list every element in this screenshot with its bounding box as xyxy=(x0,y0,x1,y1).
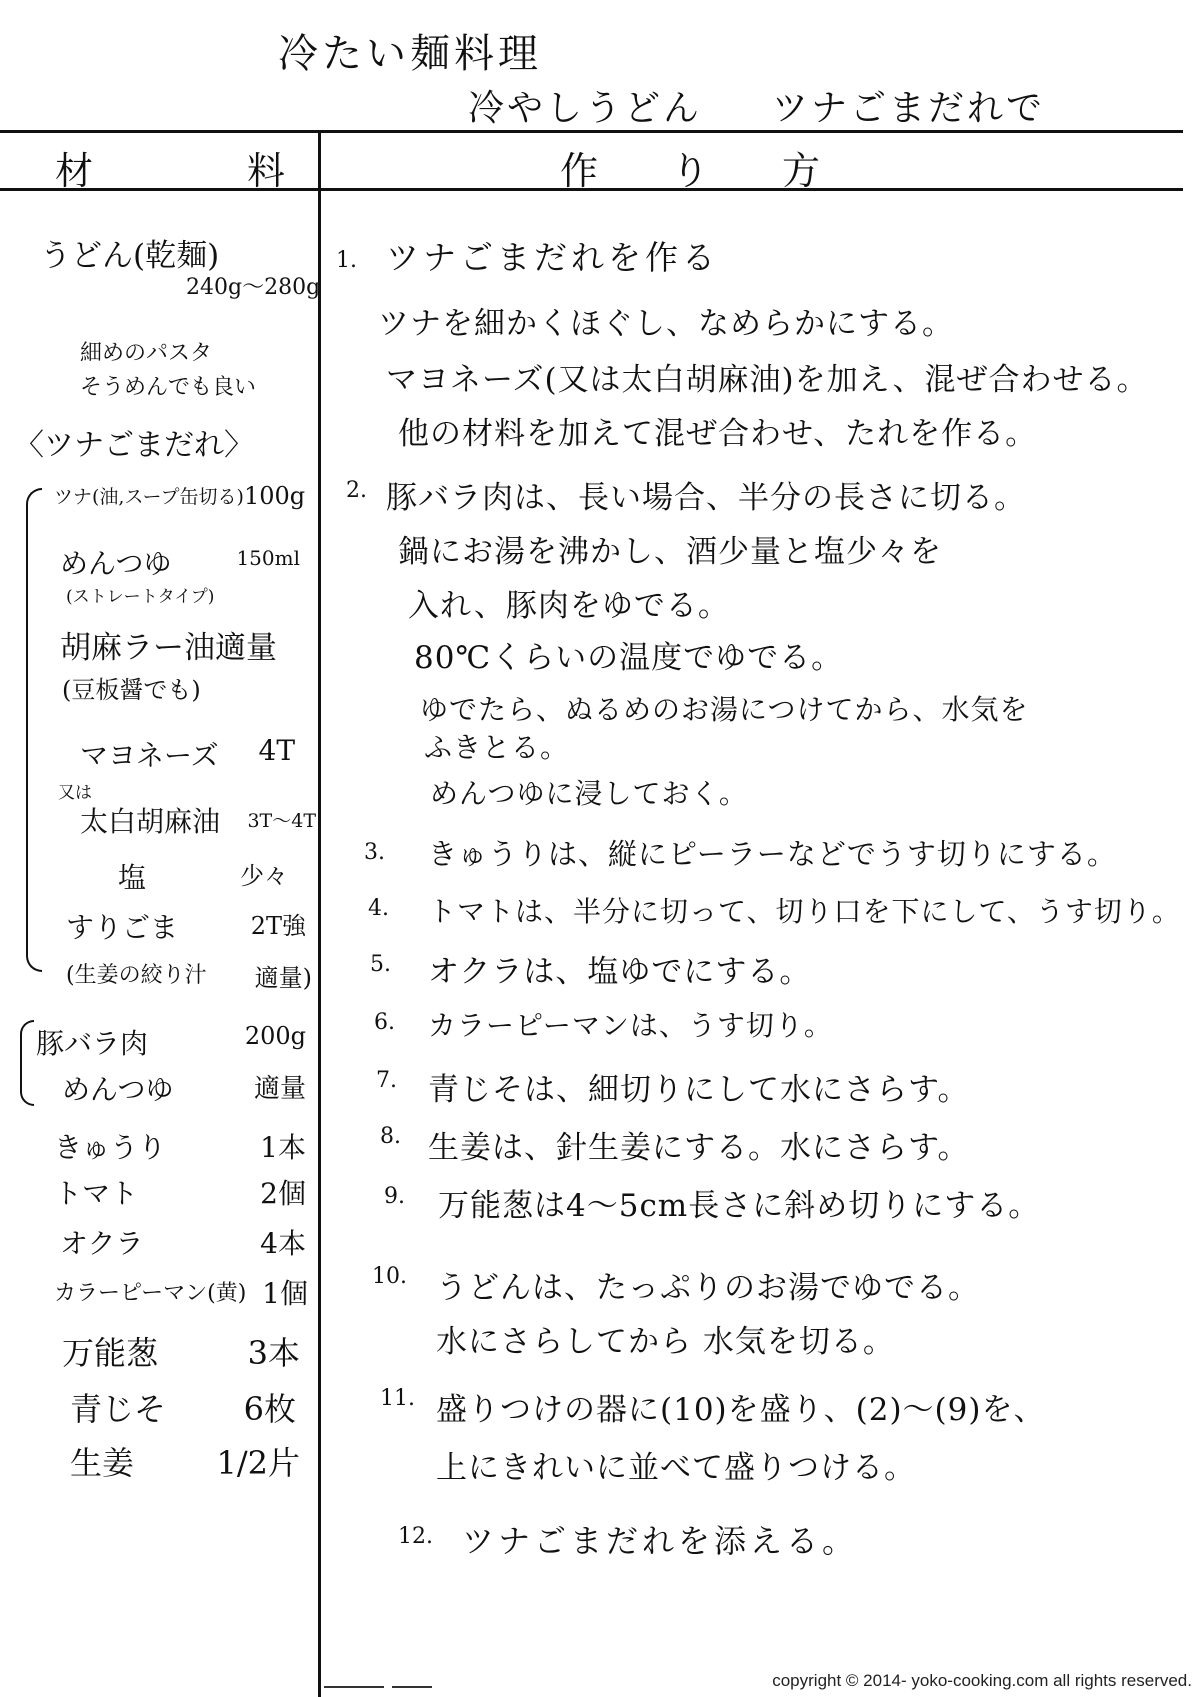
ingredient-label: 太白胡麻油 xyxy=(80,805,221,838)
ingredient-qty: 3本 xyxy=(247,1334,300,1372)
ingredient-pepper xyxy=(54,1272,308,1312)
step-number: 7. xyxy=(376,1068,397,1093)
ingredient-label: オクラ xyxy=(60,1227,144,1260)
ingredient-cucumber xyxy=(54,1126,306,1166)
ingredient-qty: 4T xyxy=(258,734,295,767)
ingredient-mentsuyu xyxy=(60,542,300,582)
step-4: トマトは、半分に切って、切り口を下にして、うす切り。 xyxy=(428,895,1181,928)
footer-dash xyxy=(324,1686,384,1688)
step-number: 4. xyxy=(368,896,389,921)
ingredient-label: 塩 xyxy=(118,861,147,894)
ingredient-qty: 6枚 xyxy=(243,1390,296,1428)
page-title: 冷たい麺料理 xyxy=(278,31,542,77)
ingredient-okra xyxy=(60,1222,306,1262)
ingredient-label: (生姜の絞り汁 xyxy=(66,963,207,988)
ingredient-salt xyxy=(118,856,288,896)
step-7: 青じそは、細切りにして水にさらす。 xyxy=(428,1072,970,1108)
step-2-line: 入れ、豚肉をゆでる。 xyxy=(408,588,730,624)
step-number: 6. xyxy=(374,1010,395,1035)
ingredient-qty: 1個 xyxy=(262,1277,308,1310)
step-10-line: 水にさらしてから 水気を切る。 xyxy=(436,1324,895,1360)
ingredients-header-char: 材 xyxy=(55,149,94,193)
ingredient-label: めんつゆ xyxy=(62,1073,174,1106)
ingredient-ginger-juice xyxy=(66,958,312,993)
ingredient-note: (豆板醤でも) xyxy=(62,676,201,704)
ingredient-label: めんつゆ xyxy=(60,547,172,580)
ingredient-label: 豚バラ肉 xyxy=(36,1027,149,1060)
ingredient-mayo xyxy=(80,734,295,774)
step-5: オクラは、塩ゆでにする。 xyxy=(428,954,812,990)
step-12: ツナごまだれを添える。 xyxy=(462,1522,859,1560)
method-header-char: 作 xyxy=(560,149,599,193)
ingredient-qty: 3T〜4T xyxy=(247,810,316,832)
step-number: 12. xyxy=(398,1524,433,1549)
ingredient-surigoma xyxy=(66,906,306,946)
ingredient-sesame-oil xyxy=(80,800,316,840)
ingredient-shiso xyxy=(70,1384,296,1430)
ingredient-note: 細めのパスタ xyxy=(80,341,213,366)
ingredient-label: カラーピーマン(黄) xyxy=(54,1281,247,1306)
step-10: うどんは、たっぷりのお湯でゆでる。 xyxy=(436,1270,980,1306)
step-number: 5. xyxy=(370,952,391,977)
ingredient-qty: 2T強 xyxy=(250,912,306,940)
ingredient-tomato xyxy=(54,1172,306,1212)
recipe-name: 冷やしうどん xyxy=(468,88,703,129)
ingredient-note: そうめんでも良い xyxy=(80,375,257,400)
ingredient-pork xyxy=(36,1022,306,1062)
ingredient-qty: 150ml xyxy=(236,546,300,570)
ingredient-qty: 適量) xyxy=(254,964,312,992)
step-9: 万能葱は4〜5cm長さに斜め切りにする。 xyxy=(438,1188,1041,1224)
step-2-line: 鍋にお湯を沸かし、酒少量と塩少々を xyxy=(398,534,942,570)
step-8: 生姜は、針生姜にする。水にさらす。 xyxy=(428,1130,970,1166)
table-top-rule xyxy=(0,130,1183,133)
ingredient-qty: 少々 xyxy=(240,862,288,890)
step-2-line: めんつゆに浸しておく。 xyxy=(430,777,748,810)
step-2-line: ゆでたら、ぬるめのお湯につけてから、水気を xyxy=(420,693,1029,726)
ingredient-udon: うどん(乾麺) xyxy=(40,238,220,274)
method-header-char: り xyxy=(670,149,709,193)
ingredient-label: きゅうり xyxy=(54,1131,167,1164)
ingredient-negi xyxy=(62,1328,300,1374)
ingredients-header-char: 料 xyxy=(246,149,285,193)
step-11-line: 上にきれいに並べて盛りつける。 xyxy=(436,1450,916,1486)
footer-dash xyxy=(392,1686,432,1688)
ingredient-label: マヨネーズ xyxy=(80,739,219,772)
ingredient-qty: 2個 xyxy=(260,1177,306,1210)
step-2-line: ふきとる。 xyxy=(424,731,570,764)
sauce-brace xyxy=(26,488,42,972)
ingredient-note: (ストレートタイプ) xyxy=(66,587,215,607)
column-divider xyxy=(318,130,321,1697)
ingredient-qty: 4本 xyxy=(260,1227,306,1260)
step-1-line: ツナを細かくほぐし、なめらかにする。 xyxy=(378,306,954,342)
ingredient-label: トマト xyxy=(54,1177,139,1210)
method-header xyxy=(560,140,820,195)
ingredient-label: ツナ(油,スープ缶切る) xyxy=(54,486,244,508)
sauce-heading: 〈ツナごまだれ〉 xyxy=(14,428,254,463)
ingredient-qty: 100g xyxy=(243,482,306,510)
ingredient-label: 生姜 xyxy=(70,1444,135,1482)
step-11: 盛りつけの器に(10)を盛り、(2)〜(9)を、 xyxy=(436,1392,1046,1428)
ingredient-qty: 適量 xyxy=(253,1074,306,1104)
copyright-notice: copyright © 2014- yoko-cooking.com all rights reserved. xyxy=(772,1671,1192,1690)
step-1: ツナごまだれを作る xyxy=(386,238,719,277)
ingredient-mentsuyu-2 xyxy=(62,1068,306,1108)
ingredient-or-label: 又は xyxy=(58,783,92,803)
ingredients-header xyxy=(55,140,285,195)
ingredient-label: すりごま xyxy=(66,911,179,944)
step-number: 10. xyxy=(372,1264,407,1289)
step-number: 9. xyxy=(384,1184,405,1209)
step-number: 2. xyxy=(346,478,367,503)
ingredient-tuna xyxy=(54,482,306,510)
step-number: 8. xyxy=(380,1124,401,1149)
step-number: 1. xyxy=(336,248,357,273)
step-number: 11. xyxy=(380,1386,415,1411)
ingredient-label: 青じそ xyxy=(70,1390,167,1428)
step-2: 豚バラ肉は、長い場合、半分の長さに切る。 xyxy=(386,480,1026,516)
ingredient-qty: 1本 xyxy=(260,1131,306,1164)
recipe-sauce-name: ツナごまだれで xyxy=(772,88,1046,129)
step-1-line: マヨネーズ(又は太白胡麻油)を加え、混ぜ合わせる。 xyxy=(386,362,1149,398)
step-1-line: 他の材料を加えて混ぜ合わせ、たれを作る。 xyxy=(398,416,1038,452)
step-number: 3. xyxy=(364,840,385,865)
step-6: カラーピーマンは、うす切り。 xyxy=(428,1009,833,1042)
ingredient-rayu: 胡麻ラー油適量 xyxy=(60,630,277,666)
recipe-subtitle xyxy=(468,80,1045,131)
ingredient-label: 万能葱 xyxy=(62,1334,159,1372)
pork-brace xyxy=(20,1020,34,1106)
ingredient-qty: 200g xyxy=(244,1022,306,1050)
step-3: きゅうりは、縦にピーラーなどでうす切りにする。 xyxy=(428,837,1117,871)
step-2-line: 80℃くらいの温度でゆでる。 xyxy=(414,640,844,676)
method-header-char: 方 xyxy=(781,149,820,193)
ingredient-ginger xyxy=(70,1438,300,1484)
ingredient-udon-qty: 240g〜280g xyxy=(186,275,321,300)
ingredient-qty: 1/2片 xyxy=(216,1444,300,1482)
